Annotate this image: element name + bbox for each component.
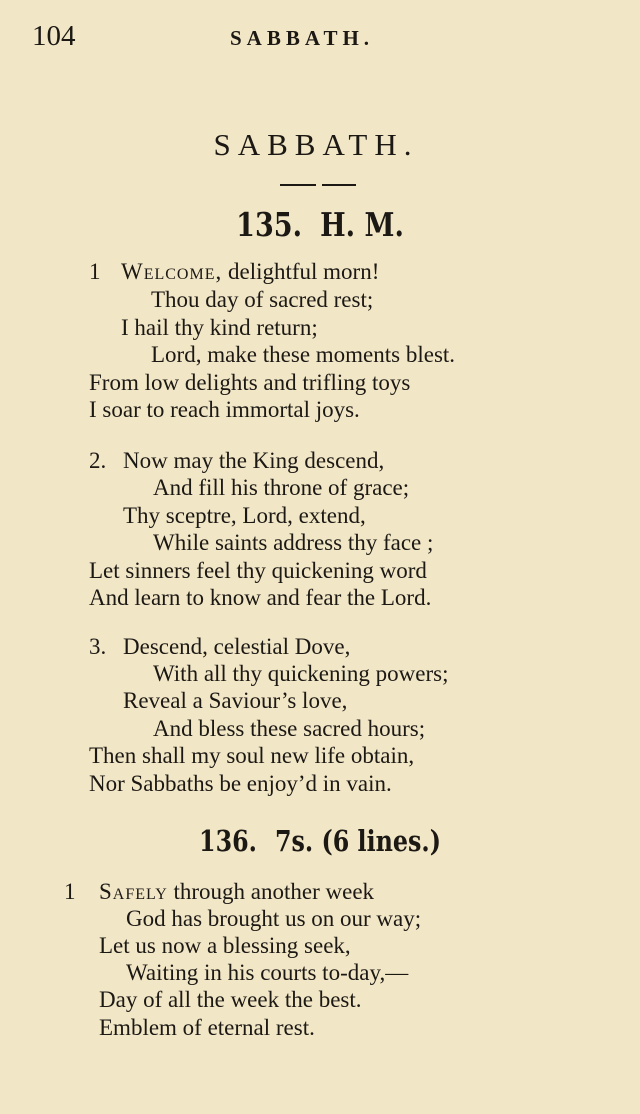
verse-line: And bless these sacred hours;	[153, 716, 426, 741]
verse-line: Reveal a Saviour’s love,	[123, 688, 348, 713]
verse-line: Let us now a blessing seek,	[99, 933, 351, 958]
title-rule	[280, 184, 356, 186]
verse-line: Waiting in his courts to-day,—	[126, 960, 409, 985]
verse-line: Day of all the week the best.	[99, 987, 362, 1012]
section-title: SABBATH.	[213, 127, 419, 162]
verse-line: Emblem of eternal rest.	[99, 1015, 315, 1040]
verse-line: Thou day of sacred rest;	[151, 287, 374, 312]
verse-line	[99, 879, 374, 905]
verse-line: Let sinners feel thy quickening word	[89, 558, 427, 583]
stanza-number: 2.	[89, 448, 107, 473]
verse-line: Then shall my soul new life obtain,	[89, 743, 415, 768]
hymn-number: 135.	[236, 205, 303, 244]
verse-line: I hail thy kind return;	[121, 315, 318, 340]
stanza-number: 1	[89, 259, 101, 284]
verse-line: With all thy quickening powers;	[153, 661, 449, 686]
page-number: 104	[32, 20, 76, 52]
verse-line: And learn to know and fear the Lord.	[89, 585, 432, 610]
hymn-meter: 7s. (6 lines.)	[274, 824, 441, 858]
verse-lead-word: Welcome,	[121, 259, 223, 284]
stanza-number: 1	[64, 879, 76, 904]
verse-line: Lord, make these moments blest.	[151, 342, 456, 367]
stanza-number: 3.	[89, 634, 107, 659]
verse-line: Now may the King descend,	[123, 448, 385, 473]
verse-line: God has brought us on our way;	[126, 906, 422, 931]
verse-line: From low delights and trifling toys	[89, 370, 411, 395]
running-head	[32, 20, 404, 54]
verse-line: And fill his throne of grace;	[153, 475, 410, 500]
verse-line: I soar to reach immortal joys.	[89, 397, 360, 422]
verse-lead-word: Safely	[99, 879, 168, 904]
running-title: SABBATH.	[230, 26, 375, 50]
hymn-meter: H. M.	[320, 205, 404, 244]
verse-line-text: delightful morn!	[222, 259, 380, 284]
verse-line: Nor Sabbaths be enjoy’d in vain.	[89, 771, 392, 796]
verse-line: Descend, celestial Dove,	[123, 634, 351, 659]
verse-line: While saints address thy face ;	[153, 530, 434, 555]
hymn-number: 136.	[199, 824, 257, 858]
verse-line: Thy sceptre, Lord, extend,	[123, 503, 366, 528]
hymn-135-heading	[58, 205, 583, 244]
hymn-136-heading	[58, 824, 583, 858]
verse-line	[121, 259, 379, 285]
verse-line-text: through another week	[167, 879, 375, 904]
